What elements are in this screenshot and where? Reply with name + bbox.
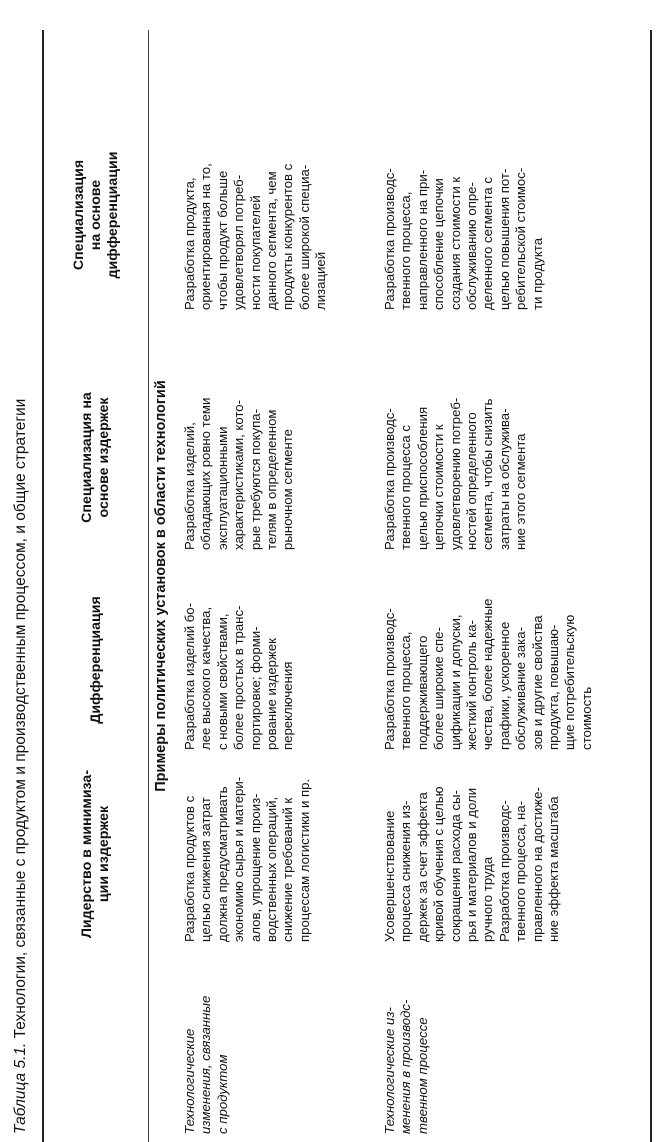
- text-line: ти продукта: [529, 237, 545, 310]
- text-line: продукты конкурентов с: [280, 163, 296, 310]
- text-line: эксплуатационными: [214, 426, 230, 550]
- caption-text: Технологии, связанные с продуктом и производственным процессом, и общие стратегии: [12, 398, 29, 1039]
- text-line: Разработка производс-: [382, 608, 397, 750]
- text-line: правленного на достиже-: [529, 787, 545, 942]
- text-line: рья и материалов и доли: [464, 787, 480, 942]
- text-line: изменения, связанные: [198, 995, 214, 1134]
- text-line: лизацией: [313, 251, 329, 310]
- text-line: чества, более надежные: [480, 598, 496, 750]
- text-line: процессам логистики и пр.: [296, 778, 312, 942]
- text-line: телям в определенном: [264, 409, 280, 550]
- text-line: направленного на при-: [414, 169, 430, 310]
- text-line: данного сегмента, чем: [264, 171, 280, 310]
- text-line: рые требуются покупа-: [247, 409, 263, 550]
- text-line: основе издержек: [96, 397, 112, 518]
- text-line: более простых в транс-: [231, 605, 247, 750]
- text-line: цификации и допуски,: [447, 614, 463, 750]
- text-line: целью приспособления: [414, 406, 430, 550]
- cell-product-cost: [182, 777, 313, 942]
- text-line: экономию сырья и матери-: [231, 776, 247, 942]
- text-line: процесса снижения из-: [398, 800, 414, 942]
- text-line: деленного сегмента с: [480, 177, 496, 310]
- text-line: цепочки стоимости к: [431, 424, 447, 550]
- text-line: ции издержек: [96, 805, 112, 903]
- cell-product-diff: [182, 603, 297, 750]
- text-line: лее высокого качества,: [198, 606, 214, 750]
- cell-process-diff: [382, 599, 595, 750]
- text-line: сегмента, чтобы снизить: [480, 398, 496, 550]
- text-line: твенного процесса, на-: [513, 800, 529, 942]
- text-line: способление цепочки: [431, 178, 447, 310]
- text-line: твенного процесса,: [398, 191, 414, 310]
- text-line: Технологические: [182, 1028, 197, 1134]
- text-line: жесткий контроль ка-: [464, 620, 480, 750]
- text-line: ностей определенного: [464, 412, 480, 550]
- text-line: Усовершенствование: [382, 810, 397, 942]
- header-divider: [148, 30, 149, 1142]
- text-line: водственных операций,: [264, 796, 280, 942]
- text-line: сокращения расхода сы-: [447, 790, 463, 942]
- text-line: более широкие спе-: [431, 627, 447, 750]
- text-line: целью повышения пот-: [496, 168, 512, 310]
- header-differentiation: [46, 570, 146, 750]
- text-line: Лидерство в минимиза-: [79, 769, 95, 939]
- text-line: обслуживанию опре-: [464, 182, 480, 310]
- text-line: удовлетворял потреб-: [231, 174, 247, 310]
- table-bottom-rule: [650, 30, 652, 1142]
- cell-product-cost-focus: [182, 398, 297, 550]
- text-line: алов, упрощение произ-: [247, 793, 263, 942]
- cell-process-cost-focus: [382, 398, 530, 550]
- caption-label: Таблица 5.1.: [12, 1042, 29, 1134]
- row-label-process: [382, 954, 431, 1134]
- header-cost-focus: [46, 365, 146, 550]
- text-line: Разработка продуктов с: [182, 795, 197, 942]
- text-line: Специализация: [70, 159, 87, 271]
- text-line: твенного процесса с: [398, 425, 414, 550]
- text-line: щие потребительскую: [562, 614, 578, 750]
- text-line: Разработка производс-: [382, 168, 397, 310]
- text-line: создания стоимости к: [447, 176, 463, 310]
- row-label-product: [182, 954, 231, 1134]
- text-line: должна предусматривать: [214, 786, 230, 942]
- text-line: на основе: [87, 179, 104, 251]
- text-line: рыночном сегменте: [280, 428, 296, 550]
- text-line: удовлетворению потреб-: [447, 397, 463, 550]
- table-top-rule: [42, 30, 44, 1142]
- text-line: Технологические из-: [382, 1007, 397, 1134]
- cell-process-cost: [382, 786, 562, 942]
- text-line: Разработка производс-: [496, 800, 512, 942]
- text-line: Специализация на: [79, 392, 95, 523]
- text-line: с новыми свойствами,: [214, 613, 230, 750]
- text-line: твенного процесса,: [398, 631, 414, 750]
- text-line: рование издержек: [264, 638, 280, 750]
- text-line: портировке; форми-: [247, 626, 263, 750]
- text-line: поддерживающего: [414, 635, 430, 750]
- text-line: стоимость: [578, 686, 594, 750]
- text-line: обслуживание зака-: [513, 627, 529, 750]
- text-line: менения в производс-: [398, 999, 414, 1134]
- section-title: Примеры политических установок в области технологий: [153, 380, 169, 792]
- cell-product-diff-focus: [182, 163, 330, 310]
- text-line: держек за счет эффекта: [414, 792, 430, 942]
- text-line: Разработка изделий,: [182, 422, 197, 550]
- text-line: Разработка производс-: [382, 408, 397, 550]
- text-line: снижение требований к: [280, 797, 296, 942]
- text-line: кривой обучения с целью: [431, 786, 447, 942]
- header-differentiation-focus: [46, 120, 146, 310]
- text-line: ручного труда: [480, 856, 496, 942]
- text-line: характеристиками, кото-: [231, 399, 247, 550]
- text-line: графики, ускоренное: [496, 621, 512, 750]
- text-line: продукта, повышаю-: [546, 624, 562, 750]
- text-line: с продуктом: [214, 1054, 230, 1134]
- text-line: ориентированная на то,: [198, 163, 214, 310]
- text-line: Дифференциация: [87, 596, 104, 724]
- text-line: ребительской стоимос-: [513, 167, 529, 310]
- text-line: ности покупателей: [247, 195, 263, 310]
- text-line: чтобы продукт больше: [214, 170, 230, 310]
- text-line: зов и другие свойства: [529, 615, 545, 750]
- text-line: дифференциации: [104, 151, 121, 279]
- text-line: более широкой специа-: [296, 164, 312, 310]
- text-line: целью снижения затрат: [198, 797, 214, 942]
- text-line: ние эффекта масштаба: [546, 796, 562, 942]
- text-line: твенном процессе: [414, 1017, 430, 1134]
- text-line: переключения: [280, 661, 296, 750]
- text-line: ние этого сегмента: [513, 433, 529, 550]
- text-line: обладающих ровно теми: [198, 397, 214, 550]
- table-caption: [12, 14, 30, 1134]
- cell-process-diff-focus: [382, 168, 546, 310]
- text-line: Разработка изделий бо-: [182, 602, 197, 750]
- header-cost-leadership: [46, 764, 146, 944]
- text-line: Разработка продукта,: [182, 177, 197, 310]
- text-line: затраты на обслужива-: [496, 408, 512, 550]
